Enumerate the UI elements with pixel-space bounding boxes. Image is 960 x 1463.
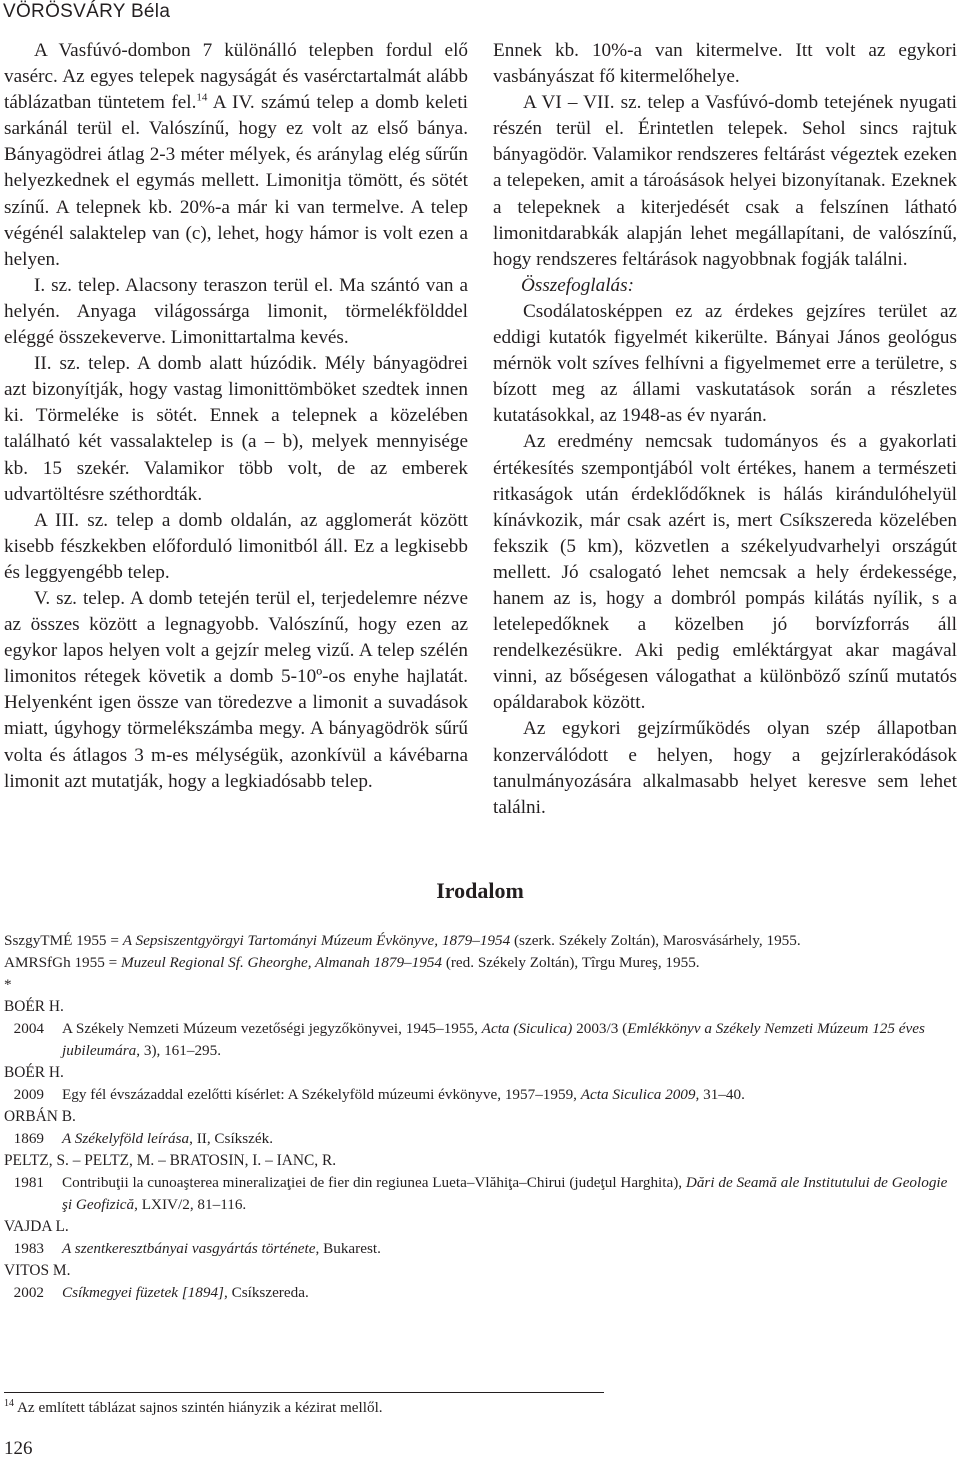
reference-year: 2009	[13, 1086, 44, 1103]
summary-heading: Összefoglalás:	[521, 274, 634, 296]
left-column	[4, 38, 468, 795]
reference-detail: , II, Csíkszék.	[189, 1130, 274, 1147]
paragraph: Az eredmény nemcsak tudományos és a gyakorlati értékesítés szempontjából volt értékes, hanem a természeti ritkaságok után érdeklődőknek is hálás kirándulóhelyül kínávkozik, már csak azért is, mert Csíkszereda közelében fekszik (5 km), közvetlen a székelyudvarhelyi országút mellett. Jó csalogató lehet nemcsak a hely érdekessége, hanem az is, hogy a dombról pompás kilátás nyílik, s a letelepedőknek a közelben jó borvízforrás áll rendelkezésükre. Aki pedig emléktárgyat akar magával vinni, az bőségesen válogathat a különböző színű mutatós opáldarabok között.	[493, 431, 957, 714]
bibliography-title: Irodalom	[436, 878, 524, 903]
reference-title: Acta (Siculica)	[481, 1020, 573, 1037]
paragraph: Csodálatosképpen ez az érdekes gejzíres terület az eddigi kutatók figyelmét kikerülte. Bányai János geológus mérnök volt szíves felhívni a figyelmemet erre a területre, s bízott meg az állami vaskutatások során a részletes kutatásokkal, az 1948-as év nyarán.	[493, 300, 957, 427]
paragraph-text: A Vasfúvó-dombon 7 különálló telepben fordul elő vasérc. Az egyes telepek nagyságát és vasérctartalmát alább táblázatban tüntetem fel.	[4, 40, 468, 114]
reference-text	[62, 1172, 959, 1216]
footnote-number: 14	[4, 1397, 14, 1409]
reference-detail: Egy fél évszázaddal ezelőtti kísérlet: A Székelyföld múzeumi évkönyve, 1957–1959,	[62, 1086, 581, 1103]
reference-entry	[4, 1282, 959, 1304]
paragraph: V. sz. telep. A domb tetején terül el, terjedelemre nézve az összes között a legnagyobb. Valószínű, hogy ezen az egykor lapos helyen volt a gejzír meleg vizű. A telep szélén limonitos rétegek követik a domb 5-10º-os enyhe hajlatát. Helyenként igen össze van töredezve a limonit a suvadások miatt, úgyhogy törmelékszámba megy. A bányagödrök sűrű volta és átlagos 3 m-es mélységük, azonkívül a kávébarna limonit azt mutatják, hogy a legkiadósabb telep.	[4, 587, 468, 792]
reference-title: Emlékkönyv a Székely Nemzeti Múzeum 125 éves jubileumára	[62, 1020, 925, 1059]
bibliography	[4, 930, 959, 1304]
reference-entry	[4, 1018, 959, 1062]
reference-detail: , LXIV/2, 81–116.	[134, 1196, 247, 1213]
reference-detail: , 3), 161–295.	[136, 1042, 222, 1059]
reference-year: 1983	[13, 1240, 44, 1257]
reference-text	[62, 1084, 959, 1106]
reference-title: Dări de Seamă ale Institutului de Geologie şi Geofizică	[62, 1174, 948, 1213]
reference-title: Csíkmegyei füzetek [1894]	[62, 1284, 224, 1301]
reference-list	[4, 996, 959, 1304]
abbreviation-details: (red. Székely Zoltán), Tîrgu Mureş, 1955.	[442, 954, 700, 971]
abbreviation-key: AMRSfGh 1955 =	[4, 954, 121, 971]
footnote-divider	[4, 1392, 604, 1393]
reference-detail: Contribuţii la cunoaşterea mineralizaţiei de fier din regiunea Lueta–Vlăhiţa–Chirui (judeţul Harghita),	[62, 1174, 686, 1191]
paragraph: I. sz. telep. Alacsony teraszon terül el. Ma szántó van a helyén. Anyaga világossárga limonit, törmelékfölddel eléggé összekeverve. Limonittartalma kevés.	[4, 274, 468, 349]
abbreviation-line	[4, 952, 959, 974]
reference-year: 2002	[13, 1284, 44, 1301]
paragraph: A III. sz. telep a domb oldalán, az agglomerát között kisebb fészkekben előforduló limonitból áll. Ez a legkisebb és leggyengébb telep.	[4, 509, 468, 583]
reference-title: A Székelyföld leírása	[62, 1130, 190, 1147]
reference-author: BOÉR H.	[4, 998, 64, 1015]
paragraph: A VI – VII. sz. telep a Vasfúvó-domb tetejének nyugati részén terül el. Érintetlen telepek. Sehol sincs rajtuk bányagödör. Valamikor rendszeres feltárást végeztek ezeken a telepeken, amit a tároásások helyei bizonyítanak. Ezeknek a telepeknek a kiterjedését csak a felszínen látható limonitdarabkák alapján lehet megállapítani, de valószínű, hogy rendszeres feltárások nagyobbnak fogják találni.	[493, 92, 957, 270]
footnote-reference[interactable]: 14	[196, 91, 208, 104]
reference-detail: 31–40.	[699, 1086, 745, 1103]
reference-year: 1869	[13, 1130, 44, 1147]
reference-title: A szentkeresztbányai vasgyártás története	[62, 1240, 316, 1257]
reference-author: VITOS M.	[4, 1262, 71, 1279]
footnote	[4, 1398, 383, 1418]
page-number: 126	[4, 1438, 33, 1459]
reference-year: 2004	[13, 1020, 44, 1037]
reference-title: Acta Siculica 2009,	[580, 1086, 700, 1103]
reference-entry	[4, 1238, 959, 1260]
reference-detail: 2003/3 (	[572, 1020, 628, 1037]
reference-entry	[4, 1172, 959, 1216]
paragraph	[4, 38, 468, 273]
reference-author: ORBÁN B.	[4, 1108, 76, 1125]
reference-detail: , Bukarest.	[315, 1240, 381, 1257]
reference-text	[62, 1018, 959, 1062]
reference-text	[62, 1282, 959, 1304]
reference-author: BOÉR H.	[4, 1064, 64, 1081]
abbreviation-title: A Sepsiszentgyörgyi Tartományi Múzeum Évkönyve, 1879–1954	[122, 932, 511, 949]
asterisk-separator: *	[4, 976, 12, 993]
paragraph: Az egykori gejzírműködés olyan szép állapotban konzerválódott e helyen, hogy a gejzírlerakódások tanulmányozására alkalmasabb helyet keresve sem lehet találni.	[493, 718, 957, 818]
footnote-text: Az említett táblázat sajnos szintén hiányzik a kézirat mellől.	[14, 1399, 383, 1416]
running-head: VÖRÖSVÁRY Béla	[3, 1, 171, 22]
paragraph: II. sz. telep. A domb alatt húzódik. Mély bányagödrei azt bizonyítják, hogy vastag limonittömböket szedtek innen ki. Törmeléke is sötét. Ennek a telepnek a közelében található két vassalaktelep is (a – b), melyek mennyisége kb. 15 szekér. Valamikor több volt, de az emberek udvartöltésre széthordták.	[4, 353, 468, 505]
reference-entry	[4, 1084, 959, 1106]
abbreviation-details: (szerk. Székely Zoltán), Marosvásárhely, 1955.	[510, 932, 801, 949]
reference-year: 1981	[13, 1174, 44, 1191]
abbreviation-title: Muzeul Regional Sf. Gheorghe, Almanah 1879–1954	[121, 954, 443, 971]
reference-author: PELTZ, S. – PELTZ, M. – BRATOSIN, I. – IANC, R.	[4, 1152, 337, 1169]
paragraph: Ennek kb. 10%-a van kitermelve. Itt volt az egykori vasbányászat fő kitermelőhelye.	[493, 40, 957, 88]
reference-text	[62, 1128, 959, 1150]
reference-author: VAJDA L.	[4, 1218, 69, 1235]
reference-detail: , Csíkszereda.	[223, 1284, 309, 1301]
right-column	[493, 38, 957, 821]
reference-text	[62, 1238, 959, 1260]
abbreviation-key: SszgyTMÉ 1955 =	[4, 932, 123, 949]
reference-entry	[4, 1128, 959, 1150]
abbreviation-line	[4, 930, 959, 952]
paragraph-text: A IV. számú telep a domb keleti sarkánál terül el. Valószínű, hogy ez volt az első bánya. Bányagödrei átlag 2-3 méter mélyek, és aránylag elég sűrűn helyezkednek el egymás mellett. Limonitja tömött, és sötét színű. A telepnek kb. 20%-a már ki van termelve. A telep végénél salaktelep van (c), lehet, hogy hámor is volt ezen a helyen.	[4, 92, 468, 270]
reference-detail: A Székely Nemzeti Múzeum vezetőségi jegyzőkönyvei, 1945–1955,	[62, 1020, 482, 1037]
